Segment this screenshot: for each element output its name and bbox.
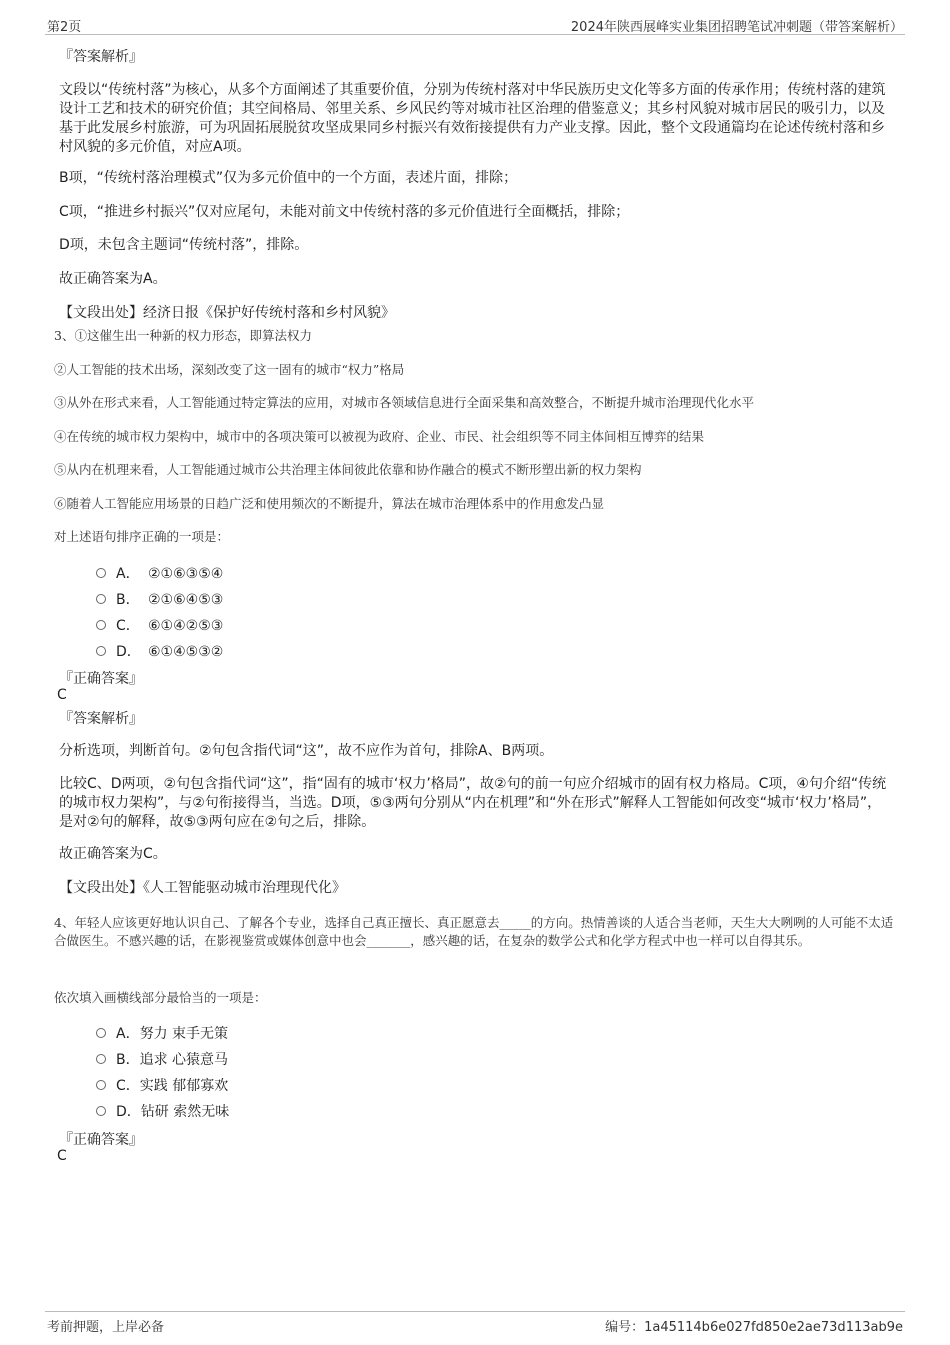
document-title: 2024年陕西展峰实业集团招聘笔试冲刺题（带答案解析） (570, 20, 903, 35)
option-c[interactable]: C． ⑥①④②⑤③ (96, 615, 223, 635)
correct-answer: C (57, 1148, 67, 1164)
option-d[interactable]: D． ⑥①④⑤③② (96, 641, 223, 661)
analysis-conclusion: 故正确答案为A。 (59, 271, 167, 287)
option-b[interactable]: B．追求 心猿意马 (96, 1049, 228, 1069)
question-sentence: ②人工智能的技术出场，深刻改变了这一固有的城市“权力”格局 (54, 362, 405, 377)
page-footer (45, 1311, 905, 1336)
radio-icon[interactable] (96, 1106, 106, 1116)
question-sentence: ③从外在形式来看，人工智能通过特定算法的应用，对城市各领域信息进行全面采集和高效整合，不断提升城市治理现代化水平 (54, 395, 755, 410)
correct-answer-label: 『正确答案』 (59, 1132, 143, 1148)
analysis-paragraph: 比较C、D两项，②句包含指代词“这”，指“固有的城市‘权力’格局”，故②句的前一句应介绍城市的固有权力格局。C项，④句介绍“传统的城市权力架构”，与②句衔接得当，当选。D项，⑤③两句分别从“内在机理”和“外在形式”解释人工智能如何改变“城市‘权力’格局”，是对②句的解释，故⑤③两句应在②句之后，排除。 (59, 776, 887, 830)
document-id: 编号：1a45114b6e027fd850e2ae73d113ab9e (605, 1320, 903, 1335)
radio-icon[interactable] (96, 594, 106, 604)
radio-icon[interactable] (96, 646, 106, 656)
analysis-paragraph: 分析选项，判断首句。②句包含指代词“这”，故不应作为首句，排除A、B两项。 (59, 743, 554, 759)
analysis-conclusion: 故正确答案为C。 (59, 846, 167, 862)
option-b[interactable]: B． ②①⑥④⑤③ (96, 589, 223, 609)
option-d[interactable]: D．钻研 索然无味 (96, 1101, 229, 1121)
analysis-paragraph: B项，“传统村落治理模式”仅为多元价值中的一个方面，表述片面，排除； (59, 170, 518, 186)
page-number: 第2页 (47, 20, 82, 35)
question-stem: 4、年轻人应该更好地认识自己、了解各个专业，选择自己真正擅长、真正愿意去_____的方向。热情善谈的人适合当老师，天生大大咧咧的人可能不太适合做医生。不感兴趣的话，在影视鉴赏或媒体创意中也会_______，感兴趣的话，在复杂的数学公式和化学方程式中也一样可以自得其乐。 (54, 915, 894, 948)
radio-icon[interactable] (96, 620, 106, 630)
question-sentence: ⑥随着人工智能应用场景的日趋广泛和使用频次的不断提升，算法在城市治理体系中的作用愈发凸显 (54, 496, 605, 511)
radio-icon[interactable] (96, 1080, 106, 1090)
radio-icon[interactable] (96, 568, 106, 578)
analysis-label: 『答案解析』 (59, 711, 143, 727)
question-stem: 3、①这催生出一种新的权力形态，即算法权力 (54, 328, 312, 343)
radio-icon[interactable] (96, 1054, 106, 1064)
question-sentence: ⑤从内在机理来看，人工智能通过城市公共治理主体间彼此依靠和协作融合的模式不断形塑出新的权力架构 (54, 462, 642, 477)
question-sentence: ④在传统的城市权力架构中，城市中的各项决策可以被视为政府、企业、市民、社会组织等不同主体间相互博弈的结果 (54, 429, 705, 444)
source-citation: 【文段出处】经济日报《保护好传统村落和乡村风貌》 (59, 305, 395, 321)
footer-slogan: 考前押题，上岸必备 (47, 1320, 165, 1335)
source-citation: 【文段出处】《人工智能驱动城市治理现代化》 (59, 880, 346, 896)
page-header (45, 14, 905, 35)
option-a[interactable]: A．努力 束手无策 (96, 1023, 228, 1043)
analysis-paragraph: 文段以“传统村落”为核心，从多个方面阐述了其重要价值，分别为传统村落对中华民族历史文化等多方面的传承作用；传统村落的建筑设计工艺和技术的研究价值；其空间格局、邻里关系、乡风民约等对城市社区治理的借鉴意义；其乡村风貌对城市居民的吸引力，以及基于此发展乡村旅游，可为巩固拓展脱贫攻坚成果同乡村振兴有效衔接提供有力产业支撑。因此，整个文段通篇均在论述传统村落和乡村风貌的多元价值，对应A项。 (59, 82, 886, 155)
correct-answer-label: 『正确答案』 (59, 671, 143, 687)
analysis-paragraph: D项，未包含主题词“传统村落”，排除。 (59, 237, 309, 253)
question-prompt: 对上述语句排序正确的一项是： (54, 529, 230, 544)
radio-icon[interactable] (96, 1028, 106, 1038)
analysis-label: 『答案解析』 (59, 49, 143, 65)
option-c[interactable]: C．实践 郁郁寡欢 (96, 1075, 228, 1095)
option-a[interactable]: A． ②①⑥③⑤④ (96, 563, 223, 583)
correct-answer: C (57, 687, 67, 703)
question-prompt: 依次填入画横线部分最恰当的一项是： (54, 990, 267, 1005)
analysis-paragraph: C项，“推进乡村振兴”仅对应尾句，未能对前文中传统村落的多元价值进行全面概括，排除； (59, 204, 630, 220)
